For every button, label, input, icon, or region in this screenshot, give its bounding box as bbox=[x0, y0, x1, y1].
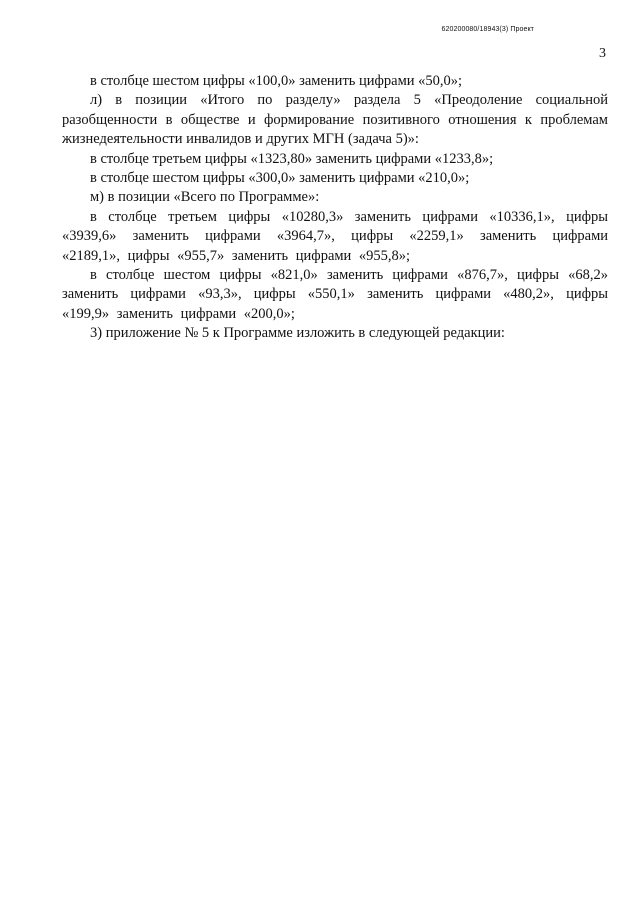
paragraph-8: 3) приложение № 5 к Программе изложить в следующей редакции: bbox=[90, 325, 505, 342]
paragraph-1: в столбце шестом цифры «100,0» заменить цифрами «50,0»; bbox=[90, 73, 463, 89]
page-number: 3 bbox=[599, 46, 606, 61]
paragraph-7: в столбце шестом цифры «821,0» заменить цифрами «876,7», цифры «68,2» заменить цифрами «93,3», цифры «550,1» заменить цифрами «480,2», цифры «199,9» заменить цифрами «200,0»; bbox=[62, 267, 608, 322]
paragraph-4: в столбце шестом цифры «300,0» заменить цифрами «210,0»; bbox=[90, 170, 470, 187]
document-id: 620200080/18943(3) Проект bbox=[441, 26, 534, 33]
paragraph-2: л) в позиции «Итого по разделу» раздела 5 «Преодоление социальной разобщенности в обществе и формирование позитивного отношения к проблемам жизнедеятельности инвалидов и других МГН (задача 5)»: bbox=[62, 92, 608, 148]
paragraph-3: в столбце третьем цифры «1323,80» заменить цифрами «1233,8»; bbox=[90, 150, 494, 167]
document-body bbox=[62, 72, 608, 344]
paragraph-6: в столбце третьем цифры «10280,3» заменить цифрами «10336,1», цифры «3939,6» заменить цифрами «3964,7», цифры «2259,1» заменить цифрами «2189,1», цифры «955,7» заменить цифрами «955,8»; bbox=[62, 208, 608, 264]
paragraph-5: м) в позиции «Всего по Программе»: bbox=[90, 189, 320, 206]
